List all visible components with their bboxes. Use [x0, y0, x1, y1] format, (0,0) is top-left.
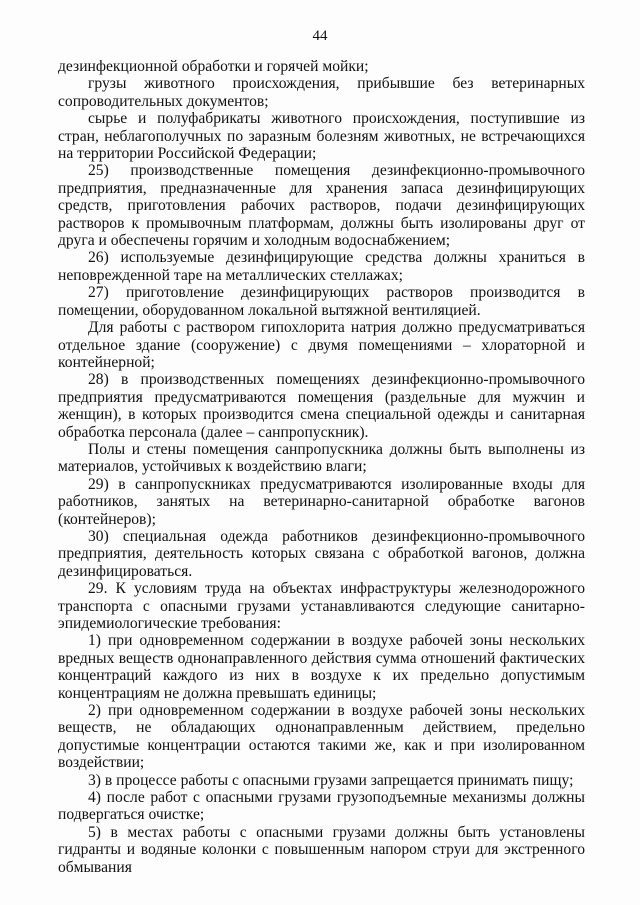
- paragraph: Для работы с раствором гипохлорита натрия должно предусматриваться отдельное здание (сооружение) с двумя помещениями – хлораторной и контейнерной;: [58, 319, 585, 371]
- paragraph: 3) в процессе работы с опасными грузами запрещается принимать пищу;: [88, 771, 574, 789]
- paragraph: 5) в местах работы с опасными грузами должны быть установлены гидранты и водяные колонки с повышенным напором струи для экстренного обмывания: [58, 823, 585, 876]
- paragraph: 28) в производственных помещениях дезинфекционно-промывочного предприятия предусматриваются помещения (раздельные для мужчин и женщин), в которых производится смена специальной одежды и санитарная обработка персонала (далее – санпропускник).: [58, 371, 585, 441]
- paragraph: 4) после работ с опасными грузами грузоподъемные механизмы должны подвергаться очистке;: [58, 789, 585, 824]
- document-body: [58, 58, 585, 876]
- paragraph: 1) при одновременном содержании в воздухе рабочей зоны нескольких вредных веществ однонаправленного действия сумма отношений фактических концентраций каждого из них в воздухе к их предельно допустимым концентрациям не должна превышать единицы;: [58, 632, 585, 702]
- paragraph: 2) при одновременном содержании в воздухе рабочей зоны нескольких веществ, не обладающих однонаправленным действием, предельно допустимые концентрации остаются такими же, как и при изолированном воздействии;: [58, 702, 585, 772]
- paragraph: Полы и стены помещения санпропускника должны быть выполнены из материалов, устойчивых к воздействию влаги;: [58, 440, 585, 476]
- paragraph: 26) используемые дезинфицирующие средства должны храниться в неповрежденной таре на металлических стеллажах;: [58, 249, 585, 284]
- paragraph: сырье и полуфабрикаты животного происхождения, поступившие из стран, неблагополучных по заразным болезням животных, не встречающихся на территории Российской Федерации;: [58, 110, 585, 163]
- paragraph: 29. К условиям труда на объектах инфраструктуры железнодорожного транспорта с опасными грузами устанавливаются следующие санитарно-эпидемиологические требования:: [58, 580, 585, 632]
- paragraph: 25) производственные помещения дезинфекционно-промывочного предприятия, предназначенные для хранения запаса дезинфицирующих средств, приготовления рабочих растворов, подачи дезинфицирующих растворов к промывочным платформам, должны быть изолированы друг от друга и обеспечены горячим и холодным водоснабжением;: [58, 162, 585, 250]
- page-number: 44: [312, 28, 328, 44]
- paragraph: 30) специальная одежда работников дезинфекционно-промывочного предприятия, деятельность которых связана с обработкой вагонов, должна дезинфицироваться.: [58, 527, 585, 580]
- paragraph: 27) приготовление дезинфицирующих растворов производится в помещении, оборудованном локальной вытяжной вентиляцией.: [58, 284, 585, 319]
- paragraph: дезинфекционной обработки и горячей мойки;: [58, 58, 369, 75]
- paragraph: грузы животного происхождения, прибывшие без ветеринарных сопроводительных документов;: [58, 75, 585, 110]
- paragraph: 29) в санпропускниках предусматриваются изолированные входы для работников, занятых на ветеринарно-санитарной обработке вагонов (контейнеров);: [58, 475, 585, 528]
